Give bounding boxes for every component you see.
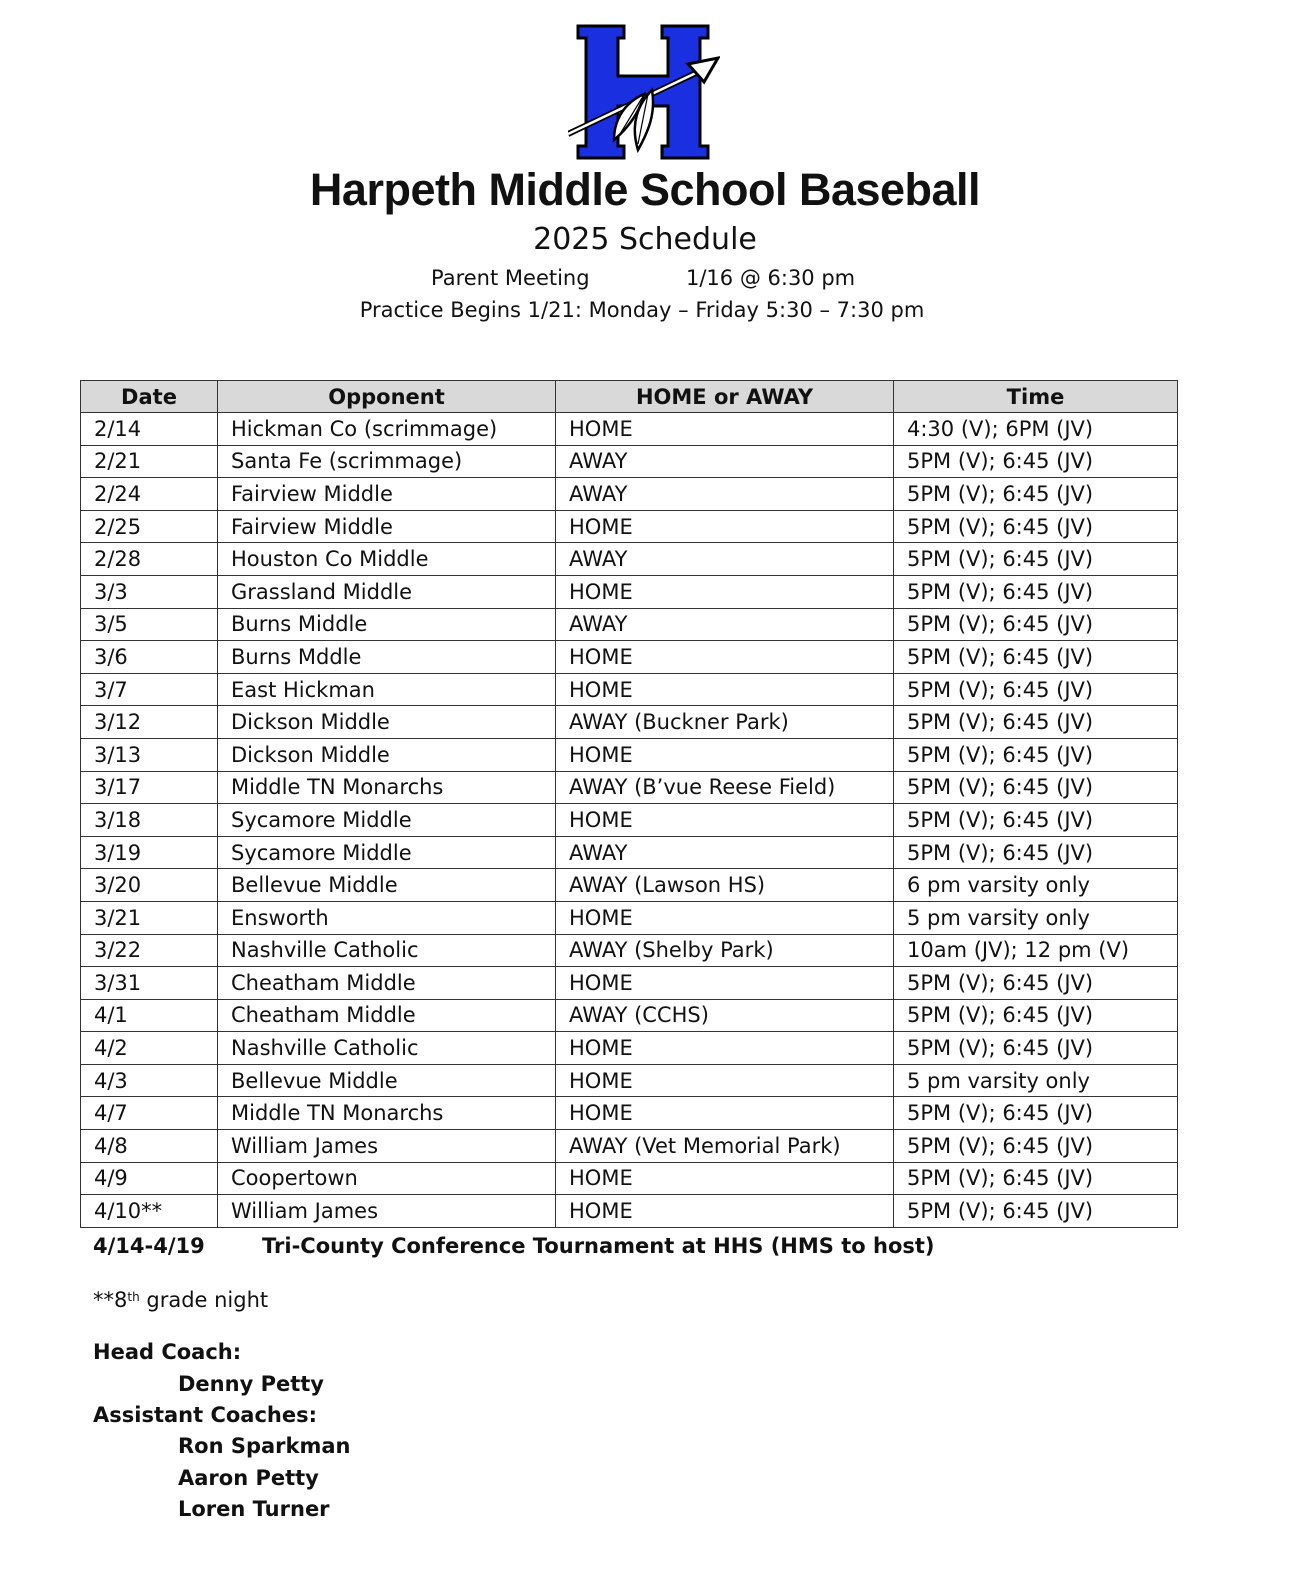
cell-opponent: Burns Mddle — [218, 641, 556, 674]
cell-date: 3/6 — [81, 641, 218, 674]
table-row — [81, 1064, 1178, 1097]
cell-opponent: Dickson Middle — [218, 738, 556, 771]
cell-date: 2/21 — [81, 445, 218, 478]
cell-time: 5PM (V); 6:45 (JV) — [894, 1032, 1178, 1065]
cell-home-away: HOME — [556, 967, 894, 1000]
table-row — [81, 1032, 1178, 1065]
cell-home-away: HOME — [556, 1064, 894, 1097]
header-time: Time — [894, 381, 1178, 413]
head-coach-name: Denny Petty — [178, 1372, 324, 1396]
cell-opponent: Houston Co Middle — [218, 543, 556, 576]
cell-date: 3/18 — [81, 804, 218, 837]
cell-home-away: AWAY — [556, 445, 894, 478]
cell-opponent: Nashville Catholic — [218, 934, 556, 967]
header-home-away: HOME or AWAY — [556, 381, 894, 413]
cell-date: 3/21 — [81, 901, 218, 934]
cell-opponent: Coopertown — [218, 1162, 556, 1195]
table-row — [81, 641, 1178, 674]
table-row — [81, 1162, 1178, 1195]
table-row — [81, 901, 1178, 934]
table-row — [81, 478, 1178, 511]
cell-opponent: William James — [218, 1130, 556, 1163]
table-row — [81, 413, 1178, 446]
table-row — [81, 934, 1178, 967]
cell-date: 4/1 — [81, 999, 218, 1032]
table-row — [81, 1195, 1178, 1228]
cell-opponent: Middle TN Monarchs — [218, 1097, 556, 1130]
cell-home-away: HOME — [556, 1097, 894, 1130]
footnote-suffix: grade night — [139, 1288, 269, 1312]
head-coach-label: Head Coach: — [93, 1340, 242, 1364]
cell-time: 5PM (V); 6:45 (JV) — [894, 510, 1178, 543]
table-row — [81, 999, 1178, 1032]
cell-time: 10am (JV); 12 pm (V) — [894, 934, 1178, 967]
cell-opponent: Fairview Middle — [218, 478, 556, 511]
cell-time: 5PM (V); 6:45 (JV) — [894, 967, 1178, 1000]
assistant-coach-name: Aaron Petty — [178, 1466, 319, 1490]
cell-opponent: Burns Middle — [218, 608, 556, 641]
cell-time: 5PM (V); 6:45 (JV) — [894, 641, 1178, 674]
cell-opponent: Dickson Middle — [218, 706, 556, 739]
footnote — [93, 1288, 268, 1312]
table-row — [81, 608, 1178, 641]
assistant-coach-name: Loren Turner — [178, 1497, 330, 1521]
table-row — [81, 1097, 1178, 1130]
cell-date: 3/3 — [81, 575, 218, 608]
cell-opponent: Nashville Catholic — [218, 1032, 556, 1065]
table-row — [81, 771, 1178, 804]
header-date: Date — [81, 381, 218, 413]
cell-home-away: AWAY — [556, 543, 894, 576]
cell-time: 5PM (V); 6:45 (JV) — [894, 836, 1178, 869]
cell-opponent: Cheatham Middle — [218, 999, 556, 1032]
cell-time: 5PM (V); 6:45 (JV) — [894, 804, 1178, 837]
cell-home-away: HOME — [556, 575, 894, 608]
cell-date: 3/13 — [81, 738, 218, 771]
cell-time: 5PM (V); 6:45 (JV) — [894, 608, 1178, 641]
cell-home-away: HOME — [556, 413, 894, 446]
cell-opponent: Cheatham Middle — [218, 967, 556, 1000]
cell-date: 2/24 — [81, 478, 218, 511]
cell-opponent: Grassland Middle — [218, 575, 556, 608]
cell-home-away: HOME — [556, 804, 894, 837]
cell-time: 5 pm varsity only — [894, 901, 1178, 934]
cell-time: 5PM (V); 6:45 (JV) — [894, 478, 1178, 511]
table-row — [81, 738, 1178, 771]
cell-date: 3/7 — [81, 673, 218, 706]
cell-date: 4/3 — [81, 1064, 218, 1097]
cell-home-away: AWAY — [556, 836, 894, 869]
practice-info: Practice Begins 1/21: Monday – Friday 5:30 – 7:30 pm — [359, 298, 925, 322]
cell-date: 4/10** — [81, 1195, 218, 1228]
cell-opponent: Ensworth — [218, 901, 556, 934]
schedule-subtitle: 2025 Schedule — [533, 222, 757, 257]
table-row — [81, 543, 1178, 576]
cell-home-away: HOME — [556, 1032, 894, 1065]
cell-opponent: Sycamore Middle — [218, 836, 556, 869]
cell-home-away: HOME — [556, 641, 894, 674]
cell-date: 3/12 — [81, 706, 218, 739]
cell-home-away: HOME — [556, 673, 894, 706]
cell-date: 4/9 — [81, 1162, 218, 1195]
cell-home-away: HOME — [556, 1195, 894, 1228]
cell-date: 3/19 — [81, 836, 218, 869]
cell-date: 3/5 — [81, 608, 218, 641]
cell-opponent: Hickman Co (scrimmage) — [218, 413, 556, 446]
cell-time: 5PM (V); 6:45 (JV) — [894, 543, 1178, 576]
cell-time: 5PM (V); 6:45 (JV) — [894, 706, 1178, 739]
table-row — [81, 673, 1178, 706]
tournament-text: Tri-County Conference Tournament at HHS (HMS to host) — [262, 1234, 935, 1258]
footnote-sup: th — [127, 1290, 140, 1304]
table-row — [81, 510, 1178, 543]
table-row — [81, 706, 1178, 739]
schedule-table — [80, 380, 1178, 1228]
cell-home-away: AWAY — [556, 478, 894, 511]
cell-date: 2/28 — [81, 543, 218, 576]
cell-time: 5PM (V); 6:45 (JV) — [894, 999, 1178, 1032]
cell-opponent: Bellevue Middle — [218, 1064, 556, 1097]
cell-date: 4/8 — [81, 1130, 218, 1163]
parent-meeting-label: Parent Meeting — [431, 266, 590, 290]
parent-meeting-time: 1/16 @ 6:30 pm — [686, 266, 856, 290]
cell-home-away: AWAY (Vet Memorial Park) — [556, 1130, 894, 1163]
cell-home-away: AWAY (CCHS) — [556, 999, 894, 1032]
cell-home-away: HOME — [556, 738, 894, 771]
tournament-dates: 4/14-4/19 — [93, 1234, 205, 1258]
table-row — [81, 836, 1178, 869]
table-row — [81, 1130, 1178, 1163]
cell-time: 5PM (V); 6:45 (JV) — [894, 445, 1178, 478]
cell-time: 5PM (V); 6:45 (JV) — [894, 771, 1178, 804]
cell-home-away: AWAY (Lawson HS) — [556, 869, 894, 902]
cell-date: 2/14 — [81, 413, 218, 446]
table-row — [81, 445, 1178, 478]
cell-date: 3/22 — [81, 934, 218, 967]
cell-date: 2/25 — [81, 510, 218, 543]
school-logo — [568, 20, 720, 164]
cell-opponent: Bellevue Middle — [218, 869, 556, 902]
cell-home-away: AWAY (Buckner Park) — [556, 706, 894, 739]
cell-home-away: HOME — [556, 1162, 894, 1195]
assistant-coaches-label: Assistant Coaches: — [93, 1403, 318, 1427]
header-opponent: Opponent — [218, 381, 556, 413]
cell-home-away: AWAY — [556, 608, 894, 641]
cell-time: 5PM (V); 6:45 (JV) — [894, 673, 1178, 706]
page-title: Harpeth Middle School Baseball — [309, 164, 981, 215]
cell-home-away: AWAY (Shelby Park) — [556, 934, 894, 967]
cell-date: 4/7 — [81, 1097, 218, 1130]
cell-opponent: Middle TN Monarchs — [218, 771, 556, 804]
cell-home-away: HOME — [556, 510, 894, 543]
cell-opponent: William James — [218, 1195, 556, 1228]
table-row — [81, 804, 1178, 837]
cell-time: 5 pm varsity only — [894, 1064, 1178, 1097]
cell-time: 6 pm varsity only — [894, 869, 1178, 902]
table-header-row — [81, 381, 1178, 413]
cell-time: 5PM (V); 6:45 (JV) — [894, 1097, 1178, 1130]
cell-time: 5PM (V); 6:45 (JV) — [894, 1130, 1178, 1163]
cell-date: 3/31 — [81, 967, 218, 1000]
cell-date: 3/17 — [81, 771, 218, 804]
cell-time: 5PM (V); 6:45 (JV) — [894, 738, 1178, 771]
cell-time: 5PM (V); 6:45 (JV) — [894, 575, 1178, 608]
table-row — [81, 869, 1178, 902]
cell-opponent: Fairview Middle — [218, 510, 556, 543]
assistant-coach-name: Ron Sparkman — [178, 1434, 351, 1458]
table-row — [81, 575, 1178, 608]
cell-time: 5PM (V); 6:45 (JV) — [894, 1162, 1178, 1195]
cell-date: 3/20 — [81, 869, 218, 902]
cell-time: 4:30 (V); 6PM (JV) — [894, 413, 1178, 446]
cell-opponent: East Hickman — [218, 673, 556, 706]
cell-time: 5PM (V); 6:45 (JV) — [894, 1195, 1178, 1228]
footnote-prefix: **8 — [93, 1288, 128, 1312]
cell-date: 4/2 — [81, 1032, 218, 1065]
cell-home-away: AWAY (B’vue Reese Field) — [556, 771, 894, 804]
table-row — [81, 967, 1178, 1000]
cell-home-away: HOME — [556, 901, 894, 934]
cell-opponent: Sycamore Middle — [218, 804, 556, 837]
cell-opponent: Santa Fe (scrimmage) — [218, 445, 556, 478]
